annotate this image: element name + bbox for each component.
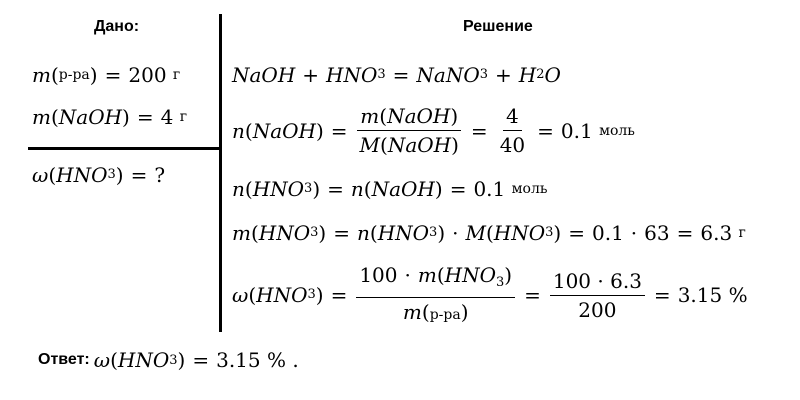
- answer-label: Ответ:: [38, 351, 90, 368]
- step-moles-hno3: n ( HNO 3 ) = n ( NaOH ) = 0.1 моль: [232, 177, 548, 201]
- step-moles-naoh: n ( NaOH ) = $\frac{\text{m(NaOH)}}{\text{M(NaOH)}}$ = $\frac{4}{40}$ = 0.1 моль: [232, 104, 635, 157]
- given-header: Дано:: [94, 18, 140, 35]
- given-mass-solution: m ( р-ра ) = 200 г: [32, 63, 181, 87]
- answer-line: Ответ: ω ( HNO 3 ) = 3.15 % .: [38, 348, 299, 372]
- fraction-omega-formula: $\frac{100 \cdot m(HNO_3)}{m(р-ра)}$: [356, 262, 515, 328]
- step-mass-fraction: ω ( HNO 3 ) = $\frac{100 \cdot m(HNO_3)}{m(р-ра)}$ = $\frac{100 \cdot 6.3}{200}$ = 3.15 %: [232, 262, 748, 328]
- answer-value: 3.15 %: [216, 348, 286, 372]
- fraction-omega-numeric: $\frac{100 \cdot 6.3}{200}$: [550, 268, 645, 323]
- fraction-numeric: $\frac{4}{40}$: [499, 104, 526, 157]
- vertical-divider: [219, 14, 222, 332]
- step-mass-hno3: m ( HNO 3 ) = n ( HNO 3 ) · M ( HNO 3 ) = 0.1 · 63 = 6.3 г: [232, 221, 746, 245]
- find-omega-hno3: ω ( HNO 3 ) = ?: [32, 163, 166, 187]
- solution-header: Решение: [463, 18, 533, 35]
- reaction-equation: NaOH + HNO 3 = NaNO 3 + H 2 O: [232, 63, 561, 87]
- fraction-mass-over-molar: $\frac{\text{m(NaOH)}}{\text{M(NaOH)}}$: [357, 103, 462, 158]
- given-mass-naoh: m ( NaOH ) = 4 г: [32, 105, 188, 129]
- horizontal-divider: [28, 147, 221, 150]
